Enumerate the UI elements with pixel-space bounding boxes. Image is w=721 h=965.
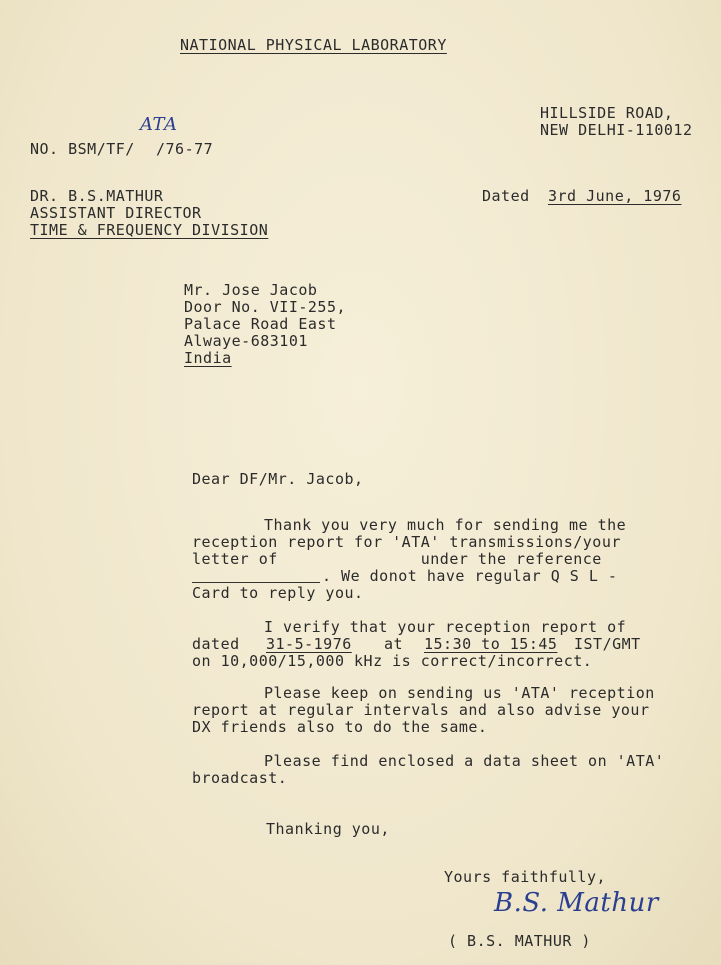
closing-valediction: Yours faithfully, [444,868,607,886]
body-p3-line-2: report at regular intervals and also advise your [192,701,650,719]
body-p1-line-1: Thank you very much for sending me the [264,516,627,534]
sender-title: ASSISTANT DIRECTOR [30,204,202,222]
handwritten-signature: B.S. Mathur [494,888,659,918]
recipient-line-5: India [184,349,232,367]
reference-handwritten: ATA [140,114,178,135]
reference-suffix: /76-77 [156,140,214,158]
body-p1-line-5: Card to reply you. [192,584,364,602]
body-p2-dated-label: dated [192,635,240,653]
body-p2-at: at [384,635,404,653]
reference-blank [192,582,320,583]
recipient-line-3: Palace Road East [184,315,337,333]
body-p4-line-2: broadcast. [192,769,288,787]
address-line-2: NEW DELHI-110012 [540,121,693,139]
typed-name: ( B.S. MATHUR ) [448,932,591,950]
reference-prefix: NO. BSM/TF/ [30,140,135,158]
organisation-heading: NATIONAL PHYSICAL LABORATORY [180,36,447,54]
dated-value: 3rd June, 1976 [548,187,682,205]
sender-division: TIME & FREQUENCY DIVISION [30,221,269,239]
sender-name: DR. B.S.MATHUR [30,187,164,205]
dated-label: Dated [482,187,530,205]
address-line-1: HILLSIDE ROAD, [540,104,674,122]
recipient-line-2: Door No. VII-255, [184,298,347,316]
body-p1-line-3: letter of under the reference [192,550,602,568]
body-p1-line-4: . We donot have regular Q S L - [322,567,618,585]
recipient-line-4: Alwaye-683101 [184,332,308,350]
body-p2-line-1: I verify that your reception report of [264,618,627,636]
recipient-line-1: Mr. Jose Jacob [184,281,318,299]
body-p2-time: 15:30 to 15:45 [424,635,558,653]
body-p3-line-1: Please keep on sending us 'ATA' reception [264,684,655,702]
body-p2-date: 31-5-1976 [266,635,352,653]
body-p4-line-1: Please find enclosed a data sheet on 'ATA' [264,752,665,770]
closing-thanks: Thanking you, [266,820,390,838]
body-p2-line-3: on 10,000/15,000 kHz is correct/incorrect. [192,652,593,670]
salutation: Dear DF/Mr. Jacob, [192,470,364,488]
body-p3-line-3: DX friends also to do the same. [192,718,488,736]
body-p1-line-2: reception report for 'ATA' transmissions/your [192,533,621,551]
body-p2-timezone: IST/GMT [574,635,641,653]
